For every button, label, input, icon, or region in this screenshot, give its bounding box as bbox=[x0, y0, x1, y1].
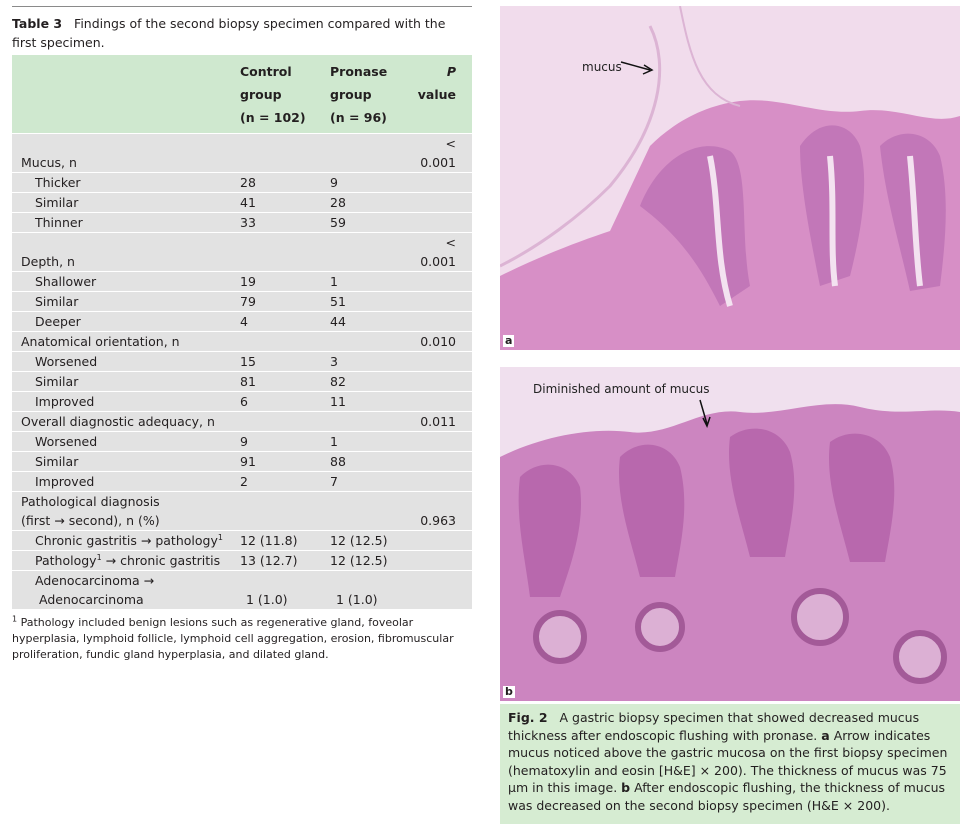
row-control-value: 9 bbox=[236, 432, 326, 452]
row-label: Thicker bbox=[12, 173, 236, 193]
table-label: Table 3 bbox=[12, 16, 63, 31]
findings-table bbox=[12, 55, 472, 609]
table-row-pathology-to-chronic: Pathology$^1$ → chronic gastritis 13 (12.7) 12 (12.5) bbox=[12, 551, 472, 571]
figure-caption: Fig. 2 A gastric biopsy specimen that showed decreased mucus thickness after endoscopic flushing with pronase. a Arrow indicates mucus noticed above the gastric mucosa on the first biopsy specimen (hematoxylin and eosin [H&E] × 200). The thickness of mucus was 75 µm in this image. b After endoscopic flushing, the thickness of mucus was decreased on the second biopsy specimen (H&E × 200). bbox=[500, 704, 960, 824]
row-label: Similar bbox=[12, 372, 236, 392]
row-control-value: 33 bbox=[236, 213, 326, 233]
row-p-value bbox=[404, 372, 472, 392]
row-control-value: 15 bbox=[236, 352, 326, 372]
table-row bbox=[12, 173, 472, 193]
table-row bbox=[12, 472, 472, 492]
row-control-value: 6 bbox=[236, 392, 326, 412]
table-row-chronic-to-pathology: Chronic gastritis → pathology$^1$ 12 (11.8) 12 (12.5) bbox=[12, 531, 472, 551]
row-p-value bbox=[404, 272, 472, 292]
row-pronase-value: 88 bbox=[326, 452, 404, 472]
figure-label: Fig. 2 bbox=[508, 710, 548, 725]
row-label: Depth, n bbox=[12, 233, 236, 272]
table-header-row bbox=[12, 55, 472, 134]
row-pronase-value: 1 bbox=[326, 272, 404, 292]
table-row bbox=[12, 193, 472, 213]
row-label: Thinner bbox=[12, 213, 236, 233]
table-row-pathology: Pathological diagnosis (first → second), n (%) 0.963 bbox=[12, 492, 472, 531]
row-pronase-value: 28 bbox=[326, 193, 404, 213]
histology-image-b bbox=[500, 367, 960, 701]
histology-image-a bbox=[500, 6, 960, 350]
row-pronase-value bbox=[326, 412, 404, 432]
histology-panel-a bbox=[500, 6, 960, 350]
row-label: Improved bbox=[12, 392, 236, 412]
row-label: Worsened bbox=[12, 352, 236, 372]
row-pronase-value: 82 bbox=[326, 372, 404, 392]
header-blank bbox=[12, 55, 236, 134]
row-p-value bbox=[404, 452, 472, 472]
row-pronase-value: 59 bbox=[326, 213, 404, 233]
panel-letter-b: b bbox=[505, 685, 513, 698]
row-pronase-value: 11 bbox=[326, 392, 404, 412]
row-label: Similar bbox=[12, 193, 236, 213]
row-p-value bbox=[404, 193, 472, 213]
row-label: Deeper bbox=[12, 312, 236, 332]
row-p-value: 0.010 bbox=[404, 332, 472, 352]
row-p-value: < 0.001 bbox=[404, 233, 472, 272]
table-row bbox=[12, 233, 472, 272]
row-p-value: 0.011 bbox=[404, 412, 472, 432]
row-control-value bbox=[236, 412, 326, 432]
row-p-value bbox=[404, 292, 472, 312]
row-label: Worsened bbox=[12, 432, 236, 452]
row-control-value bbox=[236, 233, 326, 272]
header-control: Control group (n = 102) bbox=[236, 55, 326, 134]
row-control-value: 79 bbox=[236, 292, 326, 312]
row-label: Anatomical orientation, n bbox=[12, 332, 236, 352]
table-row bbox=[12, 432, 472, 452]
row-p-value bbox=[404, 472, 472, 492]
row-label: Mucus, n bbox=[12, 134, 236, 173]
row-control-value: 41 bbox=[236, 193, 326, 213]
table-row-adenocarcinoma: Adenocarcinoma → Adenocarcinoma 1 (1.0) 1 (1.0) bbox=[12, 571, 472, 610]
row-label: Similar bbox=[12, 452, 236, 472]
row-control-value bbox=[236, 134, 326, 173]
row-pronase-value: 51 bbox=[326, 292, 404, 312]
table-row bbox=[12, 352, 472, 372]
row-p-value bbox=[404, 352, 472, 372]
row-label: Shallower bbox=[12, 272, 236, 292]
table-row bbox=[12, 292, 472, 312]
row-control-value: 19 bbox=[236, 272, 326, 292]
row-p-value bbox=[404, 312, 472, 332]
table-row bbox=[12, 412, 472, 432]
row-p-value bbox=[404, 432, 472, 452]
row-control-value: 91 bbox=[236, 452, 326, 472]
table-footnote: $^1$ Pathology included benign lesions such as regenerative gland, foveolar hyperplasia, lymphoid follicle, lymphoid cell aggregation, erosion, fibromuscular proliferation, fundic gland hyperplasia, and dilated gland. bbox=[12, 614, 454, 661]
row-control-value bbox=[236, 332, 326, 352]
row-p-value bbox=[404, 173, 472, 193]
table-row bbox=[12, 332, 472, 352]
row-label: Similar bbox=[12, 292, 236, 312]
row-pronase-value bbox=[326, 332, 404, 352]
table-row bbox=[12, 134, 472, 173]
row-control-value: 81 bbox=[236, 372, 326, 392]
row-control-value: 28 bbox=[236, 173, 326, 193]
row-pronase-value bbox=[326, 134, 404, 173]
row-control-value: 2 bbox=[236, 472, 326, 492]
row-pronase-value: 9 bbox=[326, 173, 404, 193]
table-caption bbox=[12, 14, 472, 52]
row-pronase-value bbox=[326, 233, 404, 272]
header-pvalue: P value bbox=[404, 55, 472, 134]
top-rule bbox=[12, 6, 472, 7]
row-p-value: < 0.001 bbox=[404, 134, 472, 173]
row-control-value: 4 bbox=[236, 312, 326, 332]
table-row bbox=[12, 213, 472, 233]
row-p-value bbox=[404, 213, 472, 233]
label-mucus: mucus bbox=[582, 60, 622, 74]
table-row bbox=[12, 272, 472, 292]
row-pronase-value: 44 bbox=[326, 312, 404, 332]
histology-panel-b bbox=[500, 367, 960, 701]
header-pronase: Pronase group (n = 96) bbox=[326, 55, 404, 134]
table-section bbox=[12, 6, 472, 663]
row-pronase-value: 3 bbox=[326, 352, 404, 372]
row-label: Overall diagnostic adequacy, n bbox=[12, 412, 236, 432]
table-row bbox=[12, 452, 472, 472]
table-row bbox=[12, 312, 472, 332]
panel-letter-a: a bbox=[505, 334, 513, 347]
label-diminished-mucus: Diminished amount of mucus bbox=[533, 382, 710, 396]
row-label: Improved bbox=[12, 472, 236, 492]
row-pronase-value: 1 bbox=[326, 432, 404, 452]
table-title: Findings of the second biopsy specimen compared with the first specimen. bbox=[12, 16, 446, 50]
table-row bbox=[12, 392, 472, 412]
row-p-value bbox=[404, 392, 472, 412]
row-pronase-value: 7 bbox=[326, 472, 404, 492]
table-row bbox=[12, 372, 472, 392]
